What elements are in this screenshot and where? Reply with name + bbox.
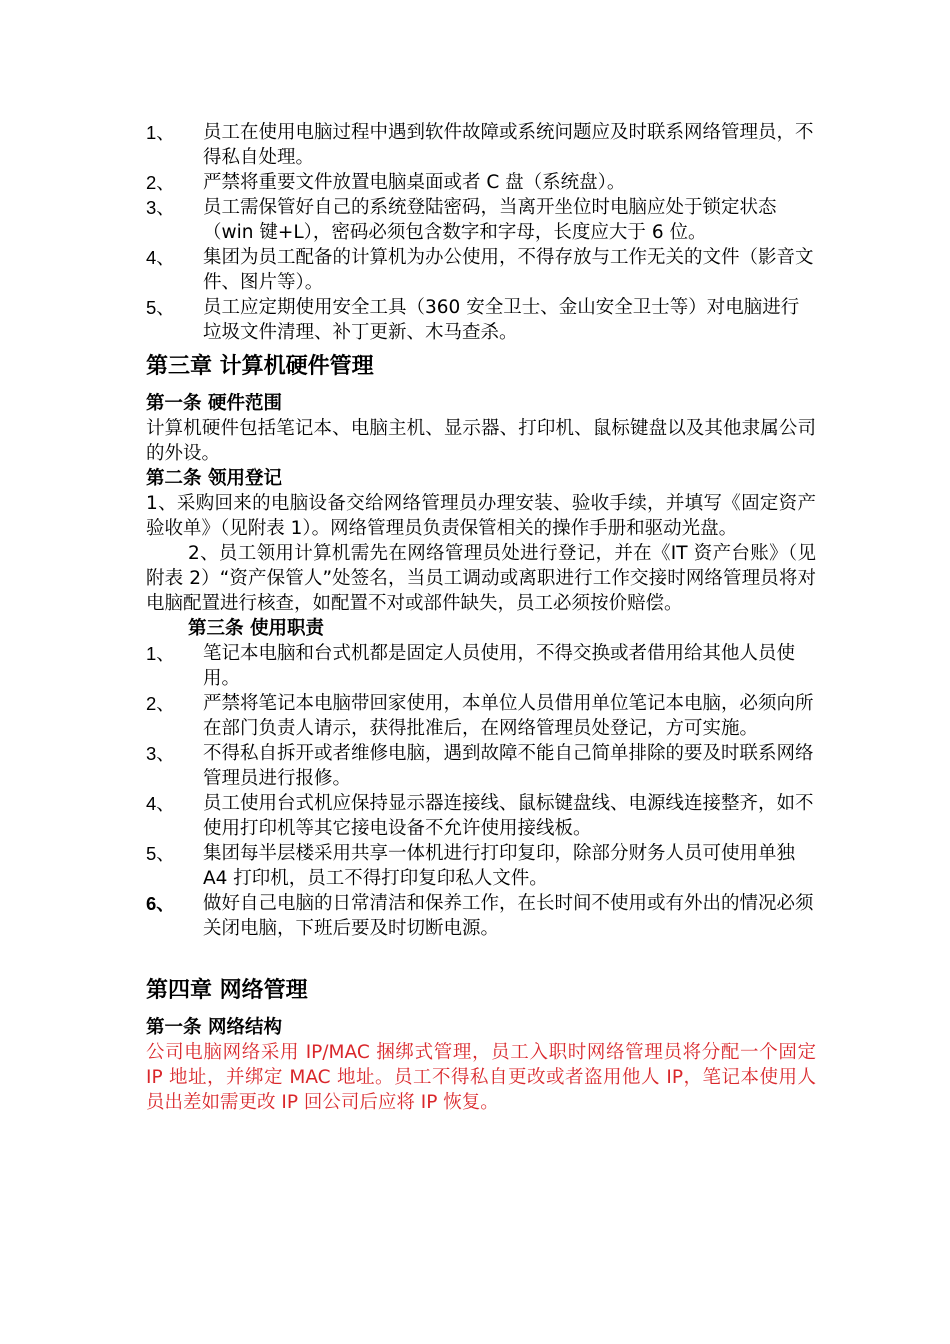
list-number: 1、 xyxy=(146,122,175,143)
article-1-title: 第一条 硬件范围 xyxy=(146,393,282,414)
list-text: 员工应定期使用安全工具（360 安全卫士、金山安全卫士等）对电脑进行垃圾文件清理、补丁更新、木马查杀。 xyxy=(203,297,800,343)
list-text: 员工需保管好自己的系统登陆密码，当离开坐位时电脑应处于锁定状态（win 键+L），密码必须包含数字和字母，长度应大于 6 位。 xyxy=(203,197,777,243)
list-item xyxy=(146,245,816,295)
list-item xyxy=(146,891,816,941)
list-item xyxy=(146,641,816,691)
list-text: 严禁将笔记本电脑带回家使用，本单位人员借用单位笔记本电脑，必须向所在部门负责人请示，获得批准后，在网络管理员处登记，方可实施。 xyxy=(203,693,814,739)
list-item xyxy=(146,295,816,345)
article-2-paragraph-1: 1、采购回来的电脑设备交给网络管理员办理安装、验收手续，并填写《固定资产验收单》（见附表 1）。网络管理员负责保管相关的操作手册和驱动光盘。 xyxy=(146,493,816,539)
list-number: 4、 xyxy=(146,247,175,268)
list-number: 4、 xyxy=(146,793,175,814)
list-text: 不得私自拆开或者维修电脑，遇到故障不能自己简单排除的要及时联系网络管理员进行报修。 xyxy=(203,743,814,789)
list-number: 5、 xyxy=(146,297,175,318)
list-text: 集团为员工配备的计算机为办公使用，不得存放与工作无关的文件（影音文件、图片等）。 xyxy=(203,247,814,293)
document-page xyxy=(146,120,816,1115)
list-item xyxy=(146,841,816,891)
list-text: 做好自己电脑的日常清洁和保养工作，在长时间不使用或有外出的情况必须关闭电脑，下班后要及时切断电源。 xyxy=(203,893,814,939)
list-number: 2、 xyxy=(146,693,175,714)
list-number: 6、 xyxy=(146,893,175,914)
list-item xyxy=(146,170,816,195)
chapter-4-title: 第四章 网络管理 xyxy=(146,978,308,1003)
article-2-title: 第二条 领用登记 xyxy=(146,468,282,489)
list-text: 严禁将重要文件放置电脑桌面或者 C 盘（系统盘）。 xyxy=(203,172,626,193)
list-text: 集团每半层楼采用共享一体机进行打印复印，除部分财务人员可使用单独 A4 打印机，员工不得打印复印私人文件。 xyxy=(203,843,796,889)
list-text: 笔记本电脑和台式机都是固定人员使用，不得交换或者借用给其他人员使用。 xyxy=(203,643,796,689)
list-number: 2、 xyxy=(146,172,175,193)
list-number: 1、 xyxy=(146,643,175,664)
article-3-list xyxy=(146,641,816,941)
list-text: 员工在使用电脑过程中遇到软件故障或系统问题应及时联系网络管理员，不得私自处理。 xyxy=(203,122,814,168)
chapter-3-title: 第三章 计算机硬件管理 xyxy=(146,354,374,379)
list-number: 3、 xyxy=(146,743,175,764)
intro-list xyxy=(146,120,816,345)
spacer xyxy=(146,941,816,969)
list-item xyxy=(146,791,816,841)
list-text: 员工使用台式机应保持显示器连接线、鼠标键盘线、电源线连接整齐，如不使用打印机等其它接电设备不允许使用接线板。 xyxy=(203,793,814,839)
article-2-paragraph-2: 2、员工领用计算机需先在网络管理员处进行登记，并在《IT 资产台账》（见附表 2）“资产保管人”处签名，当员工调动或离职进行工作交接时网络管理员将对电脑配置进行核查，如配置不对或部件缺失，员工必须按价赔偿。 xyxy=(146,543,816,614)
article-3-title: 第三条 使用职责 xyxy=(188,618,324,639)
chapter-4-article-1-text: 公司电脑网络采用 IP/MAC 捆绑式管理，员工入职时网络管理员将分配一个固定 IP 地址，并绑定 MAC 地址。员工不得私自更改或者盗用他人 IP，笔记本使用人员出差如需更改 IP 回公司后应将 IP 恢复。 xyxy=(146,1042,816,1113)
list-number: 3、 xyxy=(146,197,175,218)
list-item xyxy=(146,195,816,245)
article-1-text: 计算机硬件包括笔记本、电脑主机、显示器、打印机、鼠标键盘以及其他隶属公司的外设。 xyxy=(146,418,816,464)
chapter-4-article-1-title: 第一条 网络结构 xyxy=(146,1017,282,1038)
list-number: 5、 xyxy=(146,843,175,864)
list-item xyxy=(146,691,816,741)
list-item xyxy=(146,120,816,170)
list-item xyxy=(146,741,816,791)
